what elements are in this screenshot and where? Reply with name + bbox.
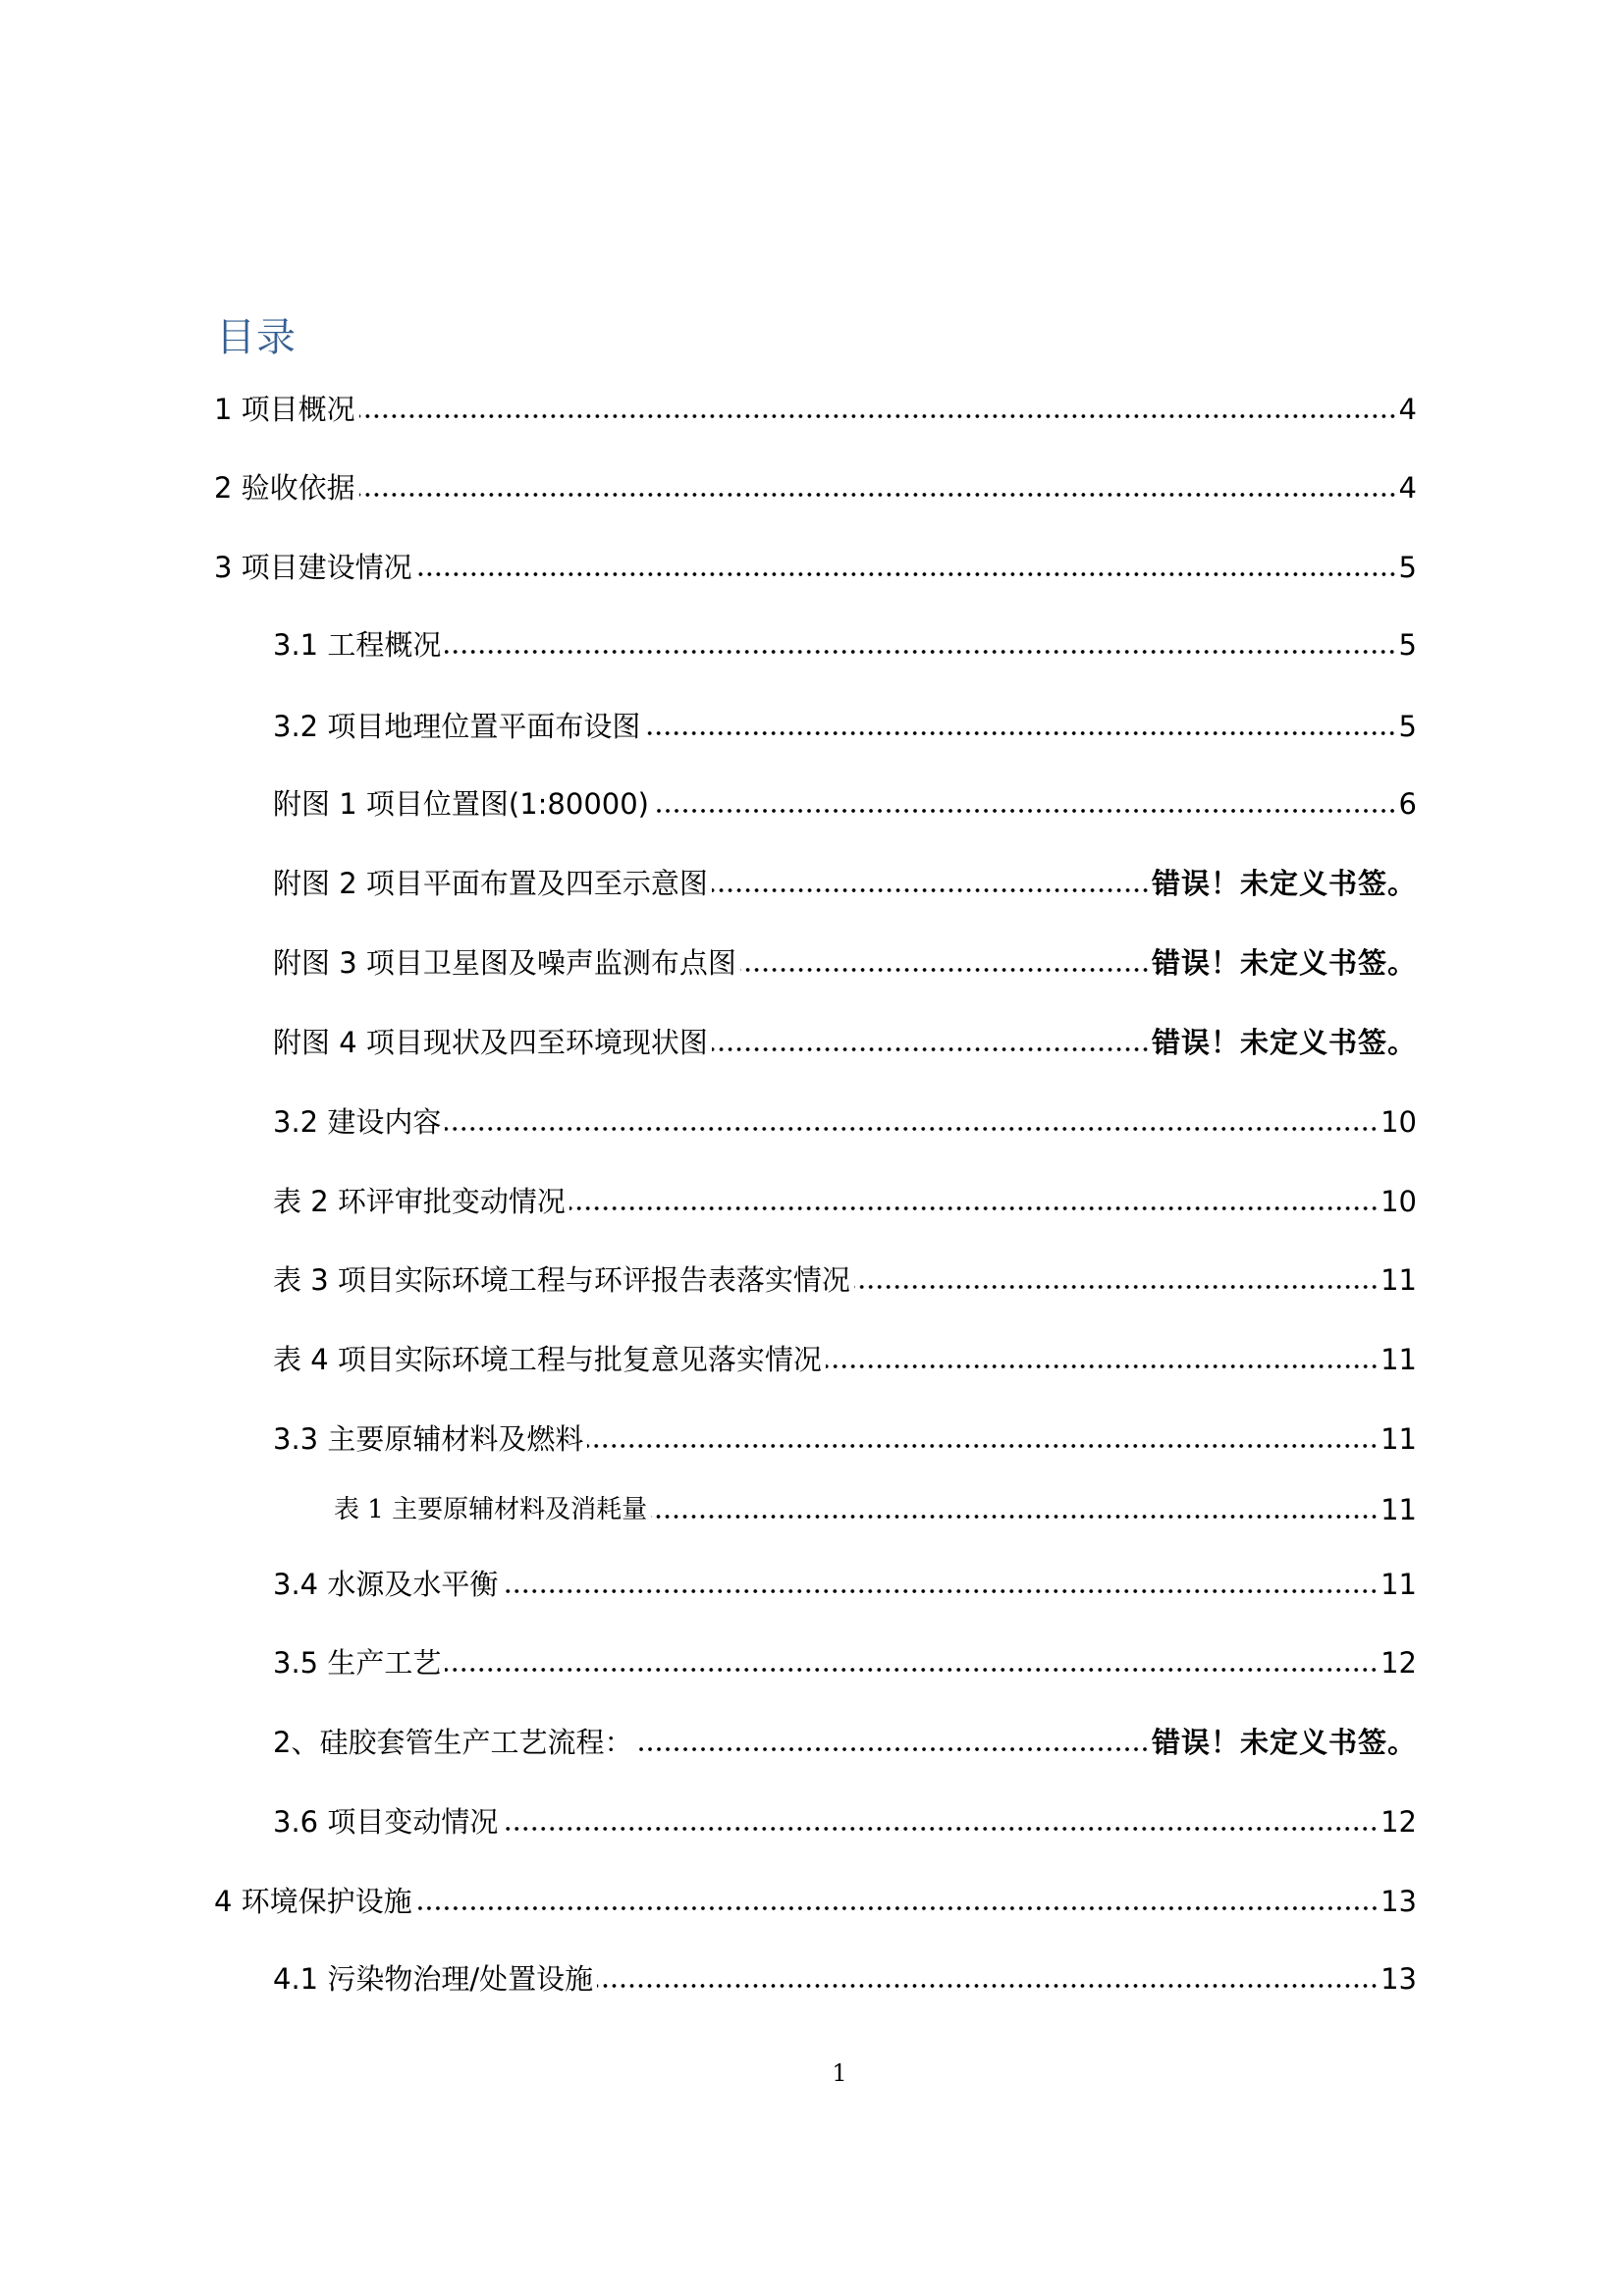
toc-entry[interactable] bbox=[273, 943, 1417, 983]
page-number: 1 bbox=[832, 2059, 847, 2087]
toc-entry-title: 表 2 环评审批变动情况 bbox=[273, 1185, 566, 1218]
toc-page-number: 11 bbox=[1380, 1568, 1417, 1601]
dot-leader bbox=[826, 1362, 1379, 1370]
toc-bookmark-error: 错误！未定义书签。 bbox=[1151, 946, 1417, 980]
toc-entry-title: 3 项目建设情况 bbox=[214, 551, 412, 584]
toc-page-number: 10 bbox=[1380, 1185, 1417, 1218]
toc-page-number: 4 bbox=[1398, 393, 1417, 426]
toc-page-number: 5 bbox=[1398, 628, 1417, 662]
dot-leader bbox=[653, 807, 1397, 815]
toc-page-number: 5 bbox=[1398, 551, 1417, 584]
toc-entry-title: 附图 1 项目位置图(1:80000) bbox=[273, 787, 649, 821]
toc-title: 目录 bbox=[216, 315, 297, 360]
dot-leader bbox=[644, 729, 1396, 737]
toc-entry-title: 附图 3 项目卫星图及噪声监测布点图 bbox=[273, 946, 736, 980]
dot-leader bbox=[854, 1283, 1379, 1291]
toc-entry[interactable] bbox=[214, 1882, 1417, 1921]
dot-leader bbox=[502, 1587, 1379, 1595]
toc-page-number: 12 bbox=[1380, 1646, 1417, 1680]
toc-page-number: 13 bbox=[1380, 1885, 1417, 1918]
toc-entry-title: 4.1 污染物治理/处置设施 bbox=[273, 1962, 594, 1996]
toc-page-number: 12 bbox=[1380, 1805, 1417, 1839]
toc-entry-title: 3.5 生产工艺 bbox=[273, 1646, 442, 1680]
toc-page-number: 5 bbox=[1398, 710, 1417, 743]
toc-page-number: 13 bbox=[1380, 1962, 1417, 1996]
toc-entry-title: 3.6 项目变动情况 bbox=[273, 1805, 499, 1839]
toc-entry[interactable] bbox=[273, 1102, 1417, 1142]
toc-bookmark-error: 错误！未定义书签。 bbox=[1151, 1726, 1417, 1759]
dot-leader bbox=[416, 570, 1397, 578]
toc-entry-title: 2 验收依据 bbox=[214, 471, 355, 505]
toc-page-number: 11 bbox=[1380, 1493, 1417, 1526]
dot-leader bbox=[569, 1204, 1379, 1212]
toc-entry-title: 附图 2 项目平面布置及四至示意图 bbox=[273, 867, 708, 900]
toc-entry[interactable] bbox=[273, 1959, 1417, 1999]
toc-entry[interactable] bbox=[273, 1260, 1417, 1300]
toc-entry-title: 1 项目概况 bbox=[214, 393, 355, 426]
dot-leader bbox=[651, 1513, 1379, 1521]
dot-leader bbox=[502, 1825, 1379, 1833]
dot-leader bbox=[416, 1904, 1379, 1912]
dot-leader bbox=[445, 648, 1396, 656]
toc-entry[interactable] bbox=[273, 1643, 1417, 1682]
toc-entry-title: 3.2 项目地理位置平面布设图 bbox=[273, 710, 641, 743]
toc-entry[interactable] bbox=[273, 1419, 1417, 1459]
toc-bookmark-error: 错误！未定义书签。 bbox=[1151, 867, 1417, 900]
toc-entry[interactable] bbox=[273, 1802, 1417, 1842]
toc-entry[interactable] bbox=[273, 707, 1417, 746]
toc-entry-title: 3.3 主要原辅材料及燃料 bbox=[273, 1422, 584, 1456]
toc-entry[interactable] bbox=[334, 1490, 1417, 1529]
dot-leader bbox=[445, 1125, 1379, 1133]
dot-leader bbox=[636, 1745, 1150, 1753]
toc-entry[interactable] bbox=[273, 1182, 1417, 1221]
toc-entry[interactable] bbox=[273, 1023, 1417, 1062]
dot-leader bbox=[359, 412, 1397, 420]
toc-page-number: 11 bbox=[1380, 1263, 1417, 1297]
toc-entry-title: 表 3 项目实际环境工程与环评报告表落实情况 bbox=[273, 1263, 850, 1297]
toc-entry-title: 3.1 工程概况 bbox=[273, 628, 442, 662]
toc-entry[interactable] bbox=[273, 1565, 1417, 1604]
toc-page-number: 4 bbox=[1398, 471, 1417, 505]
dot-leader bbox=[587, 1442, 1379, 1450]
toc-entry[interactable] bbox=[273, 625, 1417, 665]
dot-leader bbox=[740, 966, 1150, 974]
toc-entry[interactable] bbox=[273, 864, 1417, 903]
toc-entry-title: 3.2 建设内容 bbox=[273, 1105, 442, 1139]
toc-bookmark-error: 错误！未定义书签。 bbox=[1151, 1026, 1417, 1059]
page-footer bbox=[0, 2057, 1624, 2089]
toc-entry[interactable] bbox=[214, 548, 1417, 587]
dot-leader bbox=[445, 1666, 1379, 1674]
toc-entry-title: 2、硅胶套管生产工艺流程： bbox=[273, 1726, 633, 1759]
toc-entry[interactable] bbox=[214, 468, 1417, 507]
toc-page-number: 11 bbox=[1380, 1422, 1417, 1456]
toc-page-number: 11 bbox=[1380, 1343, 1417, 1376]
toc-entry-title: 附图 4 项目现状及四至环境现状图 bbox=[273, 1026, 708, 1059]
toc-entry-title: 3.4 水源及水平衡 bbox=[273, 1568, 499, 1601]
toc-entry[interactable] bbox=[273, 1340, 1417, 1379]
dot-leader bbox=[712, 886, 1150, 894]
toc-entry-title: 4 环境保护设施 bbox=[214, 1885, 412, 1918]
toc-entry[interactable] bbox=[273, 784, 1417, 824]
toc-entry[interactable] bbox=[273, 1723, 1417, 1762]
toc-entry[interactable] bbox=[214, 390, 1417, 429]
toc-entry-title: 表 4 项目实际环境工程与批复意见落实情况 bbox=[273, 1343, 822, 1376]
toc-entry-title: 表 1 主要原辅材料及消耗量 bbox=[334, 1495, 648, 1524]
dot-leader bbox=[712, 1045, 1150, 1053]
toc-page-number: 6 bbox=[1398, 787, 1417, 821]
toc-page-number: 10 bbox=[1380, 1105, 1417, 1139]
dot-leader bbox=[597, 1982, 1379, 1990]
dot-leader bbox=[359, 491, 1397, 499]
